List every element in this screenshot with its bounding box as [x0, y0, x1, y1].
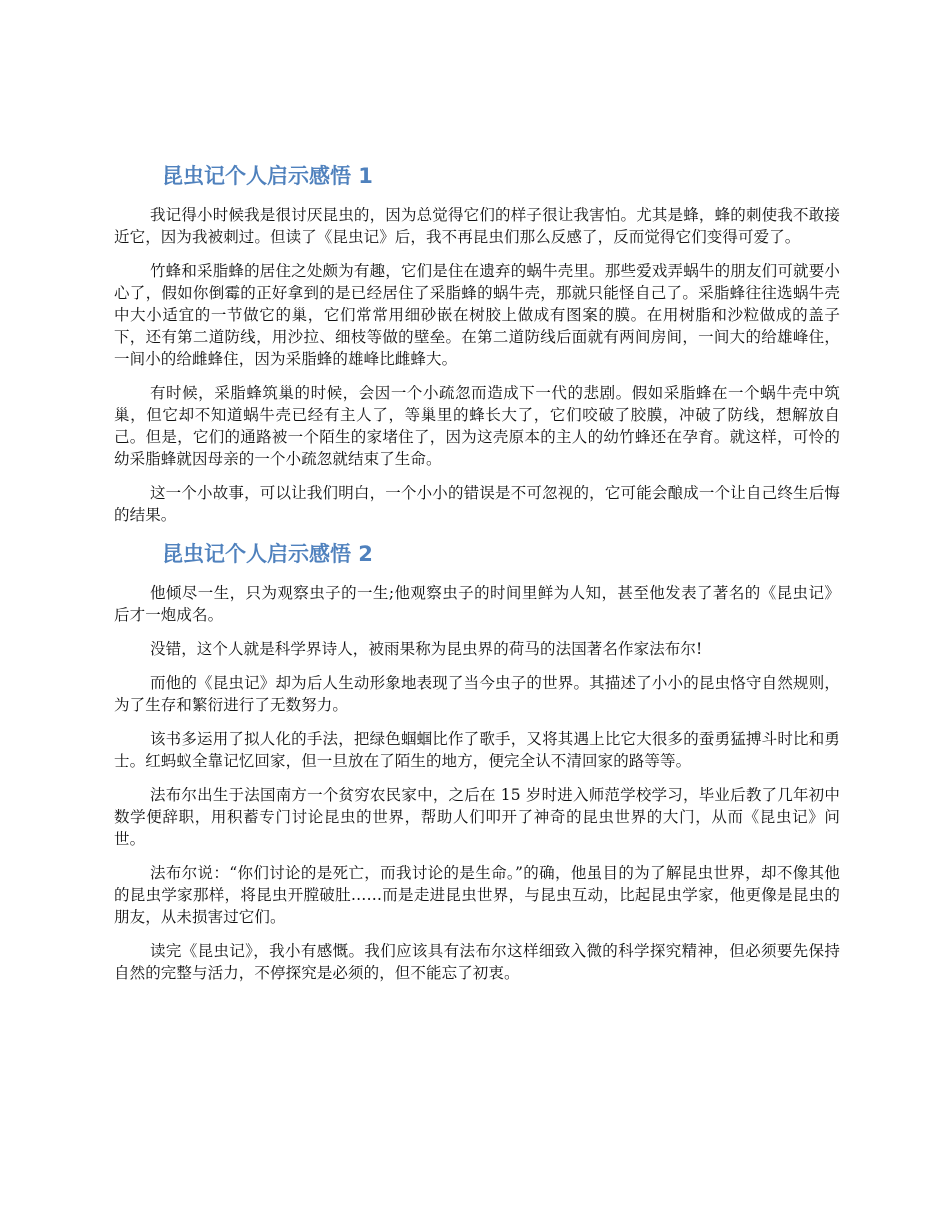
section-2-paragraph-1: 他倾尽一生，只为观察虫子的一生;他观察虫子的时间里鲜为人知，甚至他发表了著名的《昆虫记》后才一炮成名。: [114, 584, 840, 624]
section-2-paragraph-4: 该书多运用了拟人化的手法，把绿色蝈蝈比作了歌手，又将其遇上比它大很多的蚕勇猛搏斗时比和勇士。红蚂蚁全靠记忆回家，但一旦放在了陌生的地方，便完全认不清回家的路等等。: [114, 730, 840, 770]
document-page: [114, 160, 840, 996]
section-1-paragraph-1: 我记得小时候我是很讨厌昆虫的，因为总觉得它们的样子很让我害怕。尤其是蜂，蜂的刺使我不敢接近它，因为我被刺过。但读了《昆虫记》后，我不再昆虫们那么反感了，反而觉得它们变得可爱了。: [114, 206, 840, 246]
section-1-paragraph-3: 有时候，采脂蜂筑巢的时候，会因一个小疏忽而造成下一代的悲剧。假如采脂蜂在一个蜗牛壳中筑巢，但它却不知道蜗牛壳已经有主人了，等巢里的蜂长大了，它们咬破了胶膜，冲破了防线，想解放自己。但是，它们的通路被一个陌生的家堵住了，因为这壳原本的主人的幼竹蜂还在孕育。就这样，可怜的幼采脂蜂就因母亲的一个小疏忽就结束了生命。: [114, 384, 840, 468]
section-2-paragraph-3: 而他的《昆虫记》却为后人生动形象地表现了当今虫子的世界。其描述了小小的昆虫恪守自然规则，为了生存和繁衍进行了无数努力。: [114, 674, 840, 714]
section-2-heading: 昆虫记个人启示感悟 2: [162, 542, 373, 566]
section-2-paragraph-5: 法布尔出生于法国南方一个贫穷农民家中，之后在 15 岁时进入师范学校学习，毕业后教了几年初中数学便辞职，用积蓄专门讨论昆虫的世界，帮助人们叩开了神奇的昆虫世界的大门，从而《昆虫记》问世。: [114, 786, 840, 848]
section-2-paragraph-7: 读完《昆虫记》，我小有感慨。我们应该具有法布尔这样细致入微的科学探究精神，但必须要先保持自然的完整与活力，不停探究是必须的，但不能忘了初衷。: [114, 942, 840, 982]
section-1-paragraph-2: 竹蜂和采脂蜂的居住之处颇为有趣，它们是住在遗弃的蜗牛壳里。那些爱戏弄蜗牛的朋友们可就要小心了，假如你倒霉的正好拿到的是已经居住了采脂蜂的蜗牛壳，那就只能怪自己了。采脂蜂往往选蜗牛壳中大小适宜的一节做它的巢，它们常常用细砂嵌在树胶上做成有图案的膜。在用树脂和沙粒做成的盖子下，还有第二道防线，用沙拉、细枝等做的壁垒。在第二道防线后面就有两间房间，一间大的给雄峰住，一间小的给雌蜂住，因为采脂蜂的雄峰比雌蜂大。: [114, 262, 840, 368]
section-2-paragraph-2: 没错，这个人就是科学界诗人，被雨果称为昆虫界的荷马的法国著名作家法布尔!: [150, 640, 703, 658]
section-1-paragraph-4: 这一个小故事，可以让我们明白，一个小小的错误是不可忽视的，它可能会酿成一个让自己终生后悔的结果。: [114, 484, 840, 524]
section-2-paragraph-6: 法布尔说：“你们讨论的是死亡，而我讨论的是生命。”的确，他虽目的为了解昆虫世界，却不像其他的昆虫学家那样，将昆虫开膛破肚……而是走进昆虫世界，与昆虫互动，比起昆虫学家，他更像是昆虫的朋友，从未损害过它们。: [114, 864, 840, 926]
section-1-heading: 昆虫记个人启示感悟 1: [162, 164, 373, 188]
